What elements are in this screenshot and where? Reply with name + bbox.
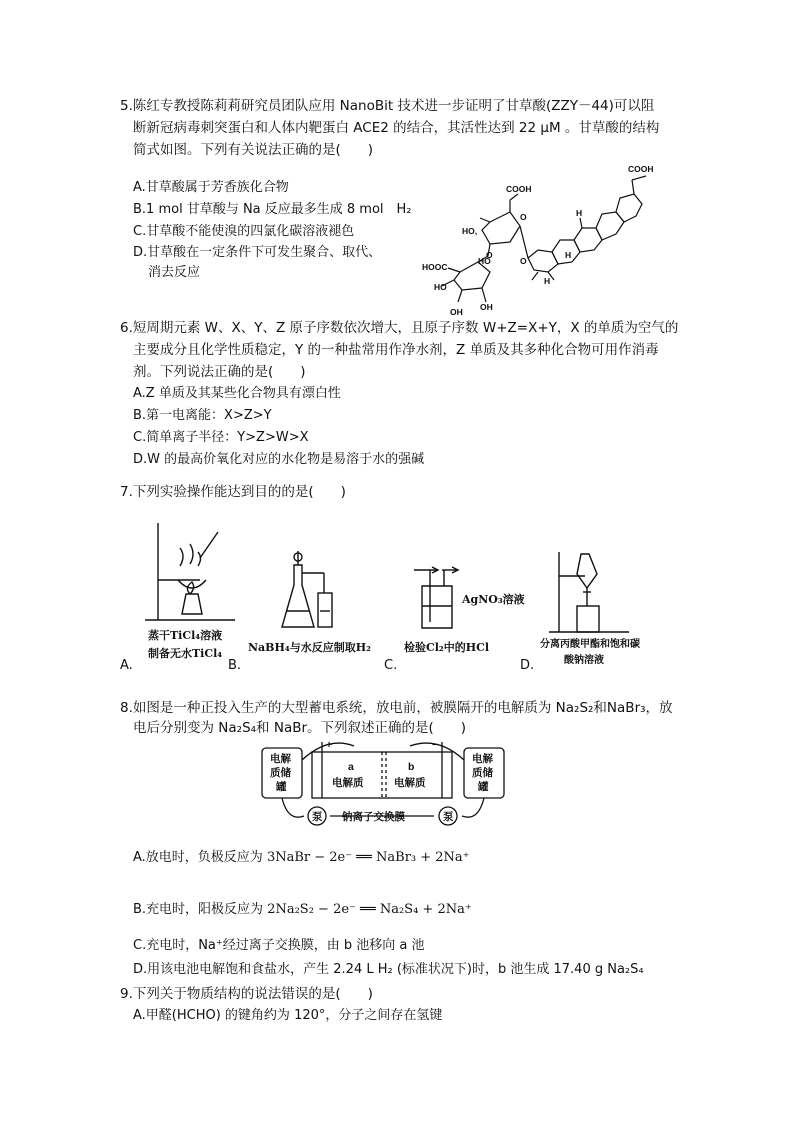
cell-a-letter: a — [348, 761, 354, 773]
q8-option-b-equation: 2Na₂S₂ − 2e⁻ ══ Na₂S₄ + 2Na⁺ — [267, 902, 472, 917]
tank-left-label2: 质储 — [270, 767, 291, 779]
q8-stem-line1: 8.如图是一种正投入生产的大型蓄电系统，放电前，被膜隔开的电解质为 Na₂S₂和NaBr₃，放 — [120, 700, 673, 716]
q8-option-a — [133, 848, 470, 868]
apparatus-a-evaporation — [140, 518, 240, 628]
q5-option-d-line2: 消去反应 — [148, 265, 201, 280]
mol-label-cooh-top: COOH — [506, 184, 532, 194]
q9-stem: 9.下列关于物质结构的说法错误的是( ) — [120, 986, 373, 1002]
mol-label-oh-bottom: OH — [480, 302, 493, 312]
cell-b-label: 电解质 — [394, 777, 426, 789]
mol-label-hooc-left: HOOC — [422, 262, 448, 272]
q6-stem-line2: 主要成分且化学性质稳定，Y 的一种盐常用作净水剂，Z 单质及其多种化合物可用作消毒 — [133, 342, 659, 358]
mol-label-h1: H — [576, 208, 583, 218]
cell-b-letter: b — [408, 761, 415, 773]
flow-battery-diagram — [258, 738, 508, 830]
q8-option-b-text: B.充电时，阳极反应为 — [133, 902, 264, 917]
q7-option-c: C. — [384, 658, 398, 673]
q8-option-c: C.充电时，Na⁺经过离子交换膜，由 b 池移向 a 池 — [133, 938, 425, 953]
membrane-label: 钠离子交换膜 — [342, 811, 405, 823]
mol-label-cooh-right: COOH — [628, 164, 654, 174]
caption-d-line1: 分离丙酸甲酯和饱和碳 — [540, 639, 640, 650]
q6-option-c: C.简单离子半径：Y>Z>W>X — [133, 430, 309, 445]
apparatus-d-separatory-funnel — [545, 548, 635, 634]
mol-label-oh-bottom2: OH — [450, 307, 463, 317]
mol-label-h2: H — [565, 250, 572, 260]
mol-label-ho-left: HO, — [462, 226, 478, 236]
q7-option-b: B. — [228, 658, 242, 673]
q6-stem-line3: 剂。下列说法正确的是( ) — [133, 364, 306, 380]
q8-option-a-equation: 3NaBr − 2e⁻ ══ NaBr₃ + 2Na⁺ — [266, 850, 470, 865]
mol-label-o-ring1: O — [520, 212, 527, 222]
apparatus-c-gas-wash — [412, 562, 462, 632]
caption-a-line2: 制备无水TiCl₄ — [148, 647, 223, 660]
tank-right-label3: 罐 — [478, 781, 489, 793]
q5-option-c: C.甘草酸不能使溴的四氯化碳溶液褪色 — [133, 224, 355, 239]
tank-right-label1: 电解 — [472, 753, 493, 765]
q5-option-b: B.1 mol 甘草酸与 Na 反应最多生成 8 mol H₂ — [133, 202, 412, 217]
pump-right-label: 泵 — [443, 811, 454, 823]
q5-option-a: A.甘草酸属于芳香族化合物 — [133, 180, 289, 195]
q5-stem-line1: 5.陈红专教授陈莉莉研究员团队应用 NanoBit 技术进一步证明了甘草酸(ZZY－44)可以阻 — [120, 98, 655, 114]
q5-option-d-line1: D.甘草酸在一定条件下可发生聚合、取代、 — [133, 245, 382, 260]
q8-option-a-text: A.放电时，负极反应为 — [133, 850, 263, 865]
tank-left-label1: 电解 — [270, 753, 291, 765]
tank-right-label2: 质储 — [472, 767, 493, 779]
q8-option-b — [133, 900, 472, 920]
q8-option-d: D.用该电池电解饱和食盐水，产生 2.24 L H₂ (标准状况下)时，b 池生成 17.40 g Na₂S₄ — [133, 962, 644, 977]
terminal-minus: − — [432, 739, 439, 751]
q7-option-d: D. — [520, 658, 535, 673]
q5-stem-line3: 简式如图。下列有关说法正确的是( ) — [133, 142, 374, 158]
q5-stem-line2: 断新冠病毒刺突蛋白和人体内靶蛋白 ACE2 的结合，其活性达到 22 μM 。甘草酸的结构 — [133, 120, 660, 136]
q6-option-a: A.Z 单质及其某些化合物具有漂白性 — [133, 386, 341, 401]
q7-stem: 7.下列实验操作能达到目的的是( ) — [120, 484, 346, 500]
pump-left-label: 泵 — [312, 811, 323, 823]
mol-label-ho-lower: HO — [434, 282, 447, 292]
mol-label-oh-upper: HO — [478, 256, 491, 266]
caption-c: 检验Cl₂中的HCl — [404, 641, 490, 654]
q6-option-d: D.W 的最高价氧化对应的水化物是易溶于水的强碱 — [133, 452, 425, 467]
cell-a-label: 电解质 — [332, 777, 364, 789]
caption-b: NaBH₄与水反应制取H₂ — [248, 641, 371, 654]
q6-stem-line1: 6.短周期元素 W、X、Y、Z 原子序数依次增大，且原子序数 W+Z=X+Y，X 的单质为空气的 — [120, 320, 679, 336]
q9-option-a: A.甲醛(HCHO) 的键角约为 120°，分子之间存在氢键 — [133, 1008, 443, 1023]
mol-label-o-aglycone: O — [520, 256, 527, 266]
q6-option-b: B.第一电离能：X>Z>Y — [133, 408, 272, 423]
tank-left-label3: 罐 — [276, 781, 287, 793]
q8-stem-line2: 电后分别变为 Na₂S₄和 NaBr。下列叙述正确的是( ) — [133, 720, 467, 736]
q7-option-a: A. — [120, 658, 133, 673]
mol-label-h3: H — [544, 276, 551, 286]
mol-label-o-link: O — [486, 250, 493, 260]
caption-d-line2: 酸钠溶液 — [564, 655, 604, 666]
caption-a-line1: 蒸干TiCl₄溶液 — [148, 629, 223, 642]
terminal-plus: + — [326, 739, 333, 751]
glycyrrhizic-acid-structure — [420, 160, 680, 320]
apparatus-b-gas-generation — [268, 545, 368, 630]
caption-c-reagent: AgNO₃溶液 — [462, 593, 525, 606]
